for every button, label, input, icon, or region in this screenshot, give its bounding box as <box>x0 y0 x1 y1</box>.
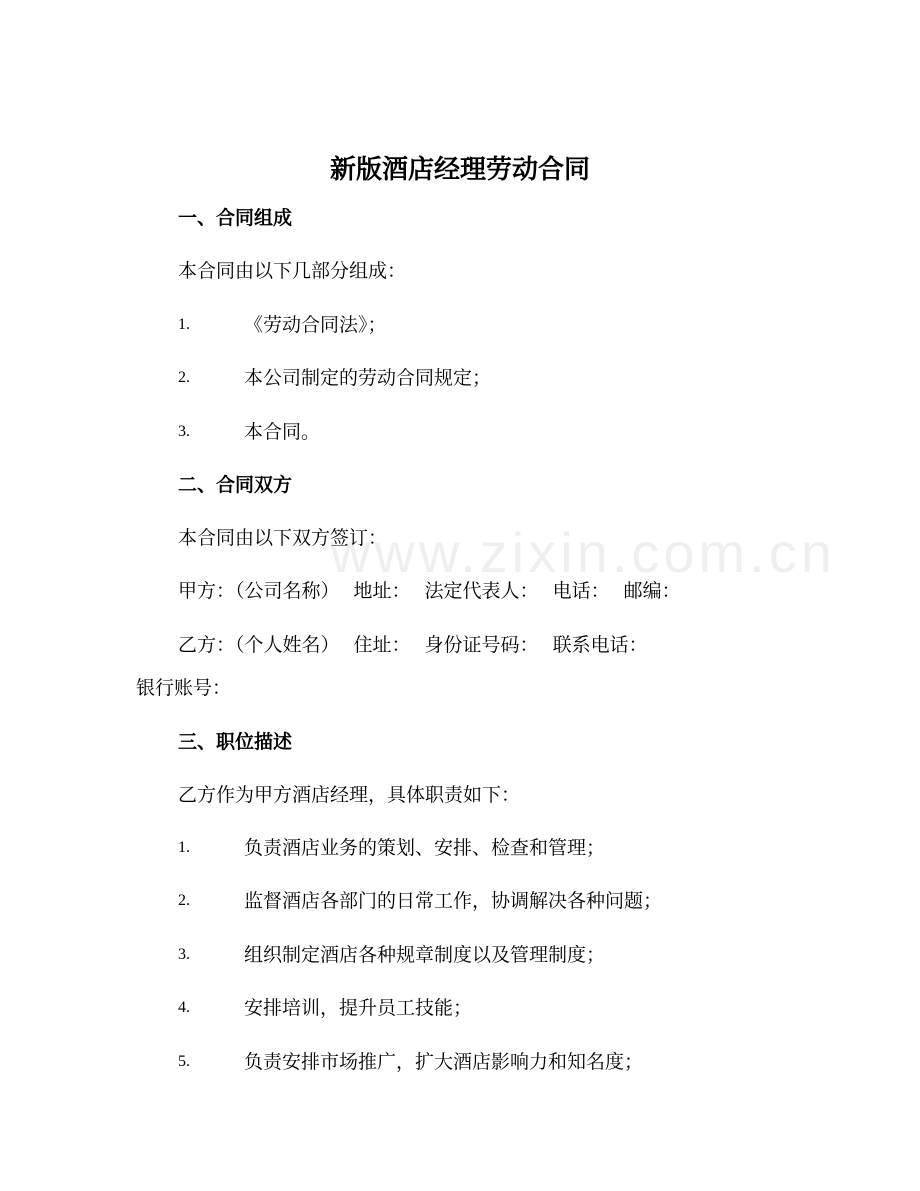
list-number: 1. <box>178 316 190 333</box>
party-b-name: （个人姓名） <box>235 634 340 656</box>
list-text: 本公司制定的劳动合同规定； <box>244 367 492 389</box>
list-text: 本合同。 <box>244 421 321 443</box>
document-title: 新版酒店经理劳动合同 <box>329 155 590 185</box>
party-a-name: （公司名称） <box>235 580 340 602</box>
party-b-address: 住址： <box>353 634 411 656</box>
section-intro-composition: 本合同由以下几部分组成： <box>178 260 407 282</box>
section-heading-composition: 一、合同组成 <box>178 207 293 229</box>
party-b-bank-account: 银行账号： <box>136 677 232 699</box>
list-number: 1. <box>178 839 190 856</box>
list-text: 负责安排市场推广，扩大酒店影响力和知名度； <box>244 1051 644 1073</box>
list-text: 监督酒店各部门的日常工作，协调解决各种问题； <box>244 890 663 912</box>
party-a-phone: 电话： <box>552 580 610 602</box>
list-number: 3. <box>178 946 190 963</box>
list-text: 《劳动合同法》； <box>244 314 387 336</box>
section-heading-position: 三、职位描述 <box>178 731 293 753</box>
party-b-phone: 联系电话： <box>552 634 648 656</box>
list-number: 5. <box>178 1053 190 1070</box>
party-a-address: 地址： <box>353 580 411 602</box>
section-intro-parties: 本合同由以下双方签订： <box>178 527 388 549</box>
list-number: 4. <box>178 999 190 1016</box>
party-b-label: 乙方： <box>178 634 236 656</box>
list-number: 2. <box>178 369 190 386</box>
party-b-id-number: 身份证号码： <box>424 634 539 656</box>
party-a-label: 甲方： <box>178 580 236 602</box>
watermark: www.zixin.com.cn <box>330 521 836 584</box>
party-a-legal-rep: 法定代表人： <box>424 580 539 602</box>
section-intro-position: 乙方作为甲方酒店经理，具体职责如下： <box>178 784 521 806</box>
party-b-line <box>178 630 648 660</box>
party-a-postcode: 邮编： <box>623 580 681 602</box>
party-a-line <box>178 576 681 606</box>
section-heading-parties: 二、合同双方 <box>178 474 293 496</box>
list-text: 组织制定酒店各种规章制度以及管理制度； <box>244 944 606 966</box>
list-number: 2. <box>178 892 190 909</box>
list-number: 3. <box>178 423 190 440</box>
list-text: 安排培训，提升员工技能； <box>244 997 473 1019</box>
list-text: 负责酒店业务的策划、安排、检查和管理； <box>244 837 606 859</box>
